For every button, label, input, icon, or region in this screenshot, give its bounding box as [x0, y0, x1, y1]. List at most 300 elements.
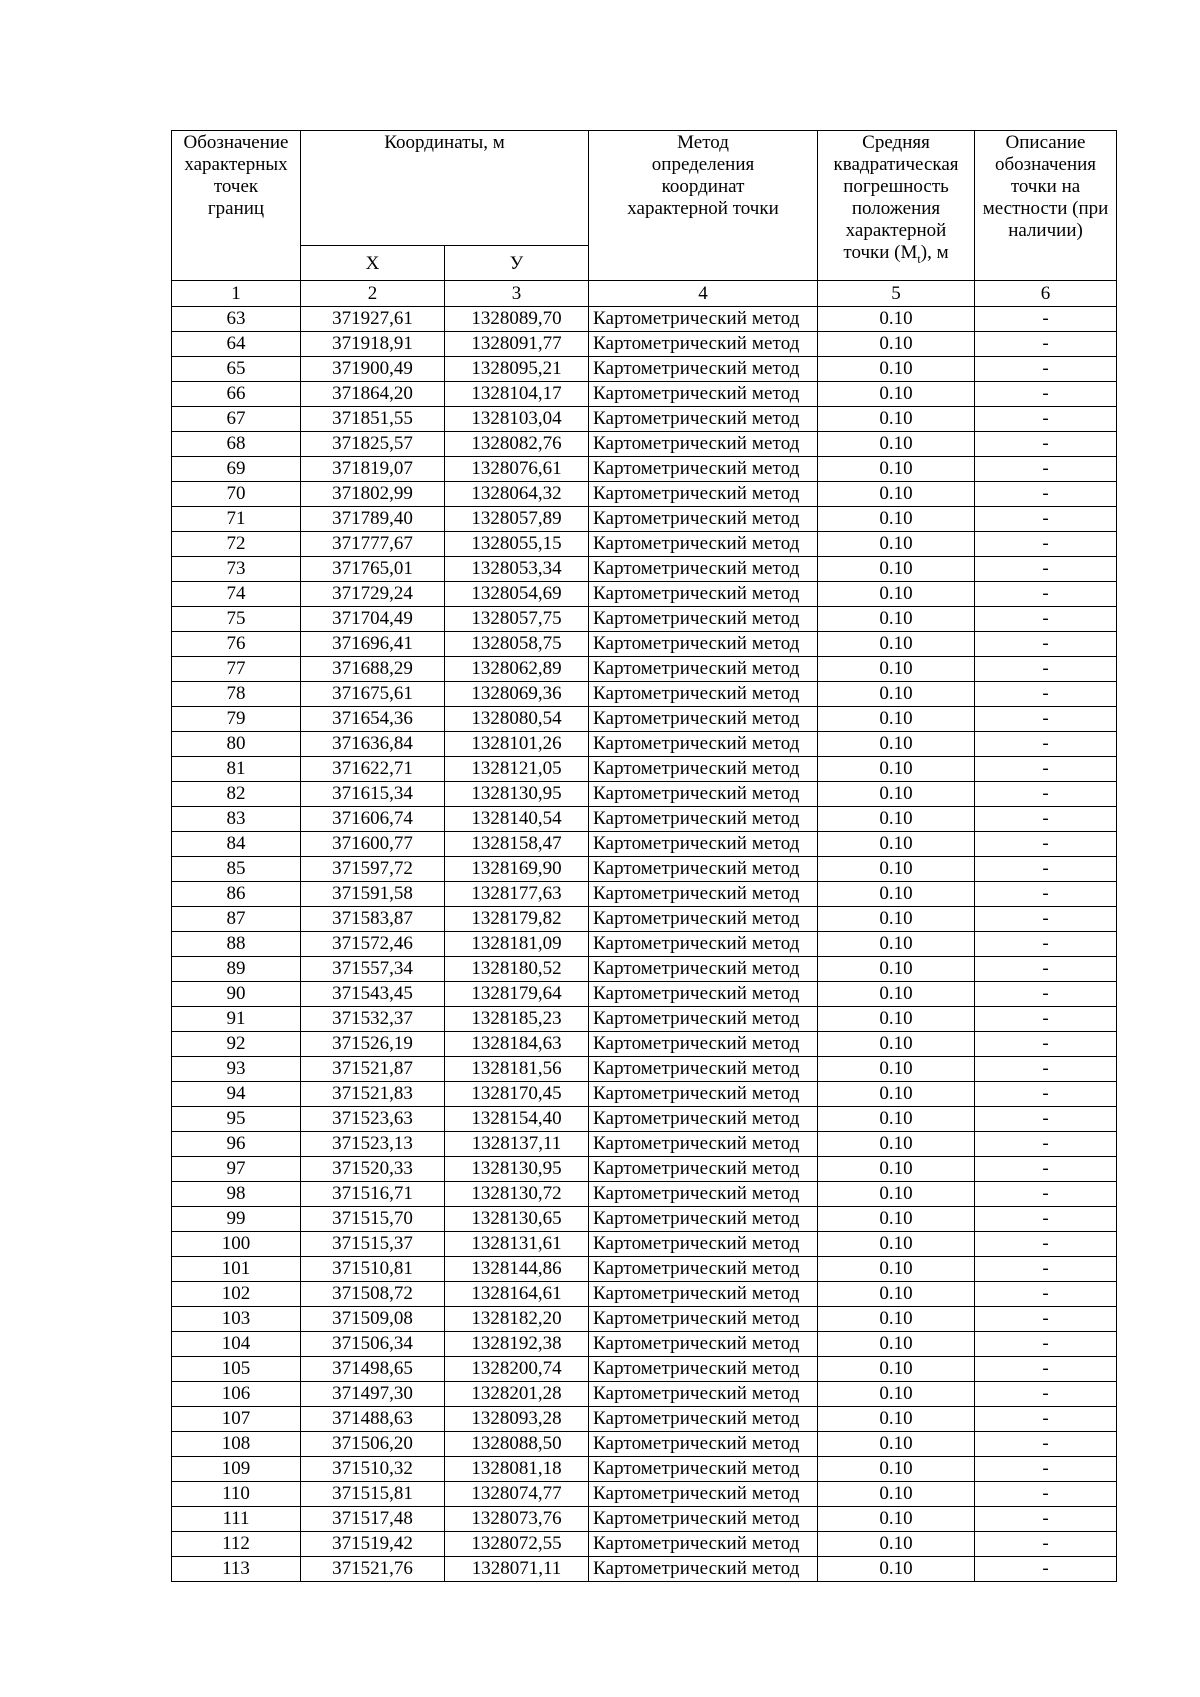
cell-y: 1328054,69 — [445, 582, 589, 607]
cell-description: - — [975, 1457, 1117, 1482]
cell-description: - — [975, 982, 1117, 1007]
cell-description: - — [975, 332, 1117, 357]
cell-description: - — [975, 1132, 1117, 1157]
table-row — [172, 1382, 1117, 1407]
cell-method: Картометрический метод — [589, 1057, 818, 1082]
cell-y: 1328192,38 — [445, 1332, 589, 1357]
cell-description: - — [975, 582, 1117, 607]
table-row — [172, 1457, 1117, 1482]
cell-point-number: 104 — [172, 1332, 301, 1357]
cell-error: 0.10 — [818, 1282, 975, 1307]
cell-error: 0.10 — [818, 757, 975, 782]
cell-description: - — [975, 457, 1117, 482]
cell-method: Картометрический метод — [589, 882, 818, 907]
table-row — [172, 507, 1117, 532]
cell-description: - — [975, 732, 1117, 757]
cell-point-number: 110 — [172, 1482, 301, 1507]
table-row — [172, 482, 1117, 507]
cell-point-number: 107 — [172, 1407, 301, 1432]
table-row — [172, 682, 1117, 707]
table-row — [172, 1532, 1117, 1557]
table-row — [172, 807, 1117, 832]
cell-error: 0.10 — [818, 1532, 975, 1557]
table-row — [172, 1232, 1117, 1257]
table-row — [172, 1282, 1117, 1307]
cell-description: - — [975, 1282, 1117, 1307]
cell-point-number: 80 — [172, 732, 301, 757]
cell-error: 0.10 — [818, 732, 975, 757]
cell-description: - — [975, 1557, 1117, 1582]
cell-error: 0.10 — [818, 332, 975, 357]
cell-y: 1328177,63 — [445, 882, 589, 907]
cell-error: 0.10 — [818, 1382, 975, 1407]
cell-x: 371515,70 — [301, 1207, 445, 1232]
cell-point-number: 76 — [172, 632, 301, 657]
column-number: 1 — [172, 281, 301, 307]
cell-y: 1328130,95 — [445, 1157, 589, 1182]
cell-method: Картометрический метод — [589, 1282, 818, 1307]
cell-error: 0.10 — [818, 1357, 975, 1382]
cell-point-number: 69 — [172, 457, 301, 482]
cell-point-number: 98 — [172, 1182, 301, 1207]
cell-method: Картометрический метод — [589, 432, 818, 457]
cell-point-number: 83 — [172, 807, 301, 832]
cell-point-number: 92 — [172, 1032, 301, 1057]
cell-method: Картометрический метод — [589, 357, 818, 382]
cell-description: - — [975, 1357, 1117, 1382]
cell-method: Картометрический метод — [589, 632, 818, 657]
table-row — [172, 1557, 1117, 1582]
cell-description: - — [975, 432, 1117, 457]
table-row — [172, 607, 1117, 632]
cell-y: 1328144,86 — [445, 1257, 589, 1282]
cell-y: 1328121,05 — [445, 757, 589, 782]
cell-error: 0.10 — [818, 857, 975, 882]
cell-y: 1328131,61 — [445, 1232, 589, 1257]
cell-method: Картометрический метод — [589, 1132, 818, 1157]
cell-y: 1328182,20 — [445, 1307, 589, 1332]
cell-point-number: 85 — [172, 857, 301, 882]
cell-point-number: 93 — [172, 1057, 301, 1082]
cell-point-number: 68 — [172, 432, 301, 457]
cell-y: 1328169,90 — [445, 857, 589, 882]
table-row — [172, 1407, 1117, 1432]
cell-error: 0.10 — [818, 882, 975, 907]
cell-description: - — [975, 907, 1117, 932]
cell-description: - — [975, 1382, 1117, 1407]
cell-point-number: 74 — [172, 582, 301, 607]
cell-description: - — [975, 532, 1117, 557]
cell-x: 371508,72 — [301, 1282, 445, 1307]
cell-error: 0.10 — [818, 607, 975, 632]
cell-x: 371918,91 — [301, 332, 445, 357]
cell-point-number: 73 — [172, 557, 301, 582]
cell-point-number: 65 — [172, 357, 301, 382]
cell-point-number: 112 — [172, 1532, 301, 1557]
cell-description: - — [975, 957, 1117, 982]
cell-description: - — [975, 782, 1117, 807]
cell-method: Картометрический метод — [589, 757, 818, 782]
cell-x: 371517,48 — [301, 1507, 445, 1532]
cell-method: Картометрический метод — [589, 1482, 818, 1507]
cell-method: Картометрический метод — [589, 457, 818, 482]
cell-method: Картометрический метод — [589, 407, 818, 432]
cell-error: 0.10 — [818, 1482, 975, 1507]
cell-point-number: 97 — [172, 1157, 301, 1182]
table-row — [172, 432, 1117, 457]
cell-point-number: 67 — [172, 407, 301, 432]
cell-method: Картометрический метод — [589, 932, 818, 957]
cell-point-number: 71 — [172, 507, 301, 532]
cell-y: 1328071,11 — [445, 1557, 589, 1582]
cell-error: 0.10 — [818, 782, 975, 807]
cell-error: 0.10 — [818, 1032, 975, 1057]
cell-y: 1328057,75 — [445, 607, 589, 632]
cell-point-number: 105 — [172, 1357, 301, 1382]
cell-description: - — [975, 1307, 1117, 1332]
cell-error: 0.10 — [818, 532, 975, 557]
cell-x: 371523,13 — [301, 1132, 445, 1157]
cell-error: 0.10 — [818, 482, 975, 507]
cell-method: Картометрический метод — [589, 1032, 818, 1057]
cell-x: 371506,20 — [301, 1432, 445, 1457]
cell-method: Картометрический метод — [589, 557, 818, 582]
header-coordinates: Координаты, м — [301, 131, 589, 246]
table-row — [172, 732, 1117, 757]
cell-y: 1328130,65 — [445, 1207, 589, 1232]
cell-method: Картометрический метод — [589, 1207, 818, 1232]
cell-x: 371622,71 — [301, 757, 445, 782]
cell-description: - — [975, 1157, 1117, 1182]
cell-x: 371523,63 — [301, 1107, 445, 1132]
cell-point-number: 94 — [172, 1082, 301, 1107]
cell-method: Картометрический метод — [589, 482, 818, 507]
table-row — [172, 632, 1117, 657]
table-row — [172, 982, 1117, 1007]
cell-error: 0.10 — [818, 1182, 975, 1207]
cell-y: 1328058,75 — [445, 632, 589, 657]
cell-method: Картометрический метод — [589, 657, 818, 682]
cell-description: - — [975, 1432, 1117, 1457]
cell-method: Картометрический метод — [589, 1507, 818, 1532]
cell-point-number: 70 — [172, 482, 301, 507]
table-row — [172, 832, 1117, 857]
cell-description: - — [975, 1532, 1117, 1557]
cell-error: 0.10 — [818, 657, 975, 682]
cell-x: 371510,81 — [301, 1257, 445, 1282]
cell-method: Картометрический метод — [589, 1532, 818, 1557]
table-row — [172, 1032, 1117, 1057]
cell-method: Картометрический метод — [589, 1332, 818, 1357]
cell-description: - — [975, 1257, 1117, 1282]
cell-description: - — [975, 657, 1117, 682]
cell-point-number: 90 — [172, 982, 301, 1007]
cell-y: 1328053,34 — [445, 557, 589, 582]
cell-error: 0.10 — [818, 832, 975, 857]
cell-description: - — [975, 482, 1117, 507]
cell-y: 1328130,72 — [445, 1182, 589, 1207]
cell-y: 1328101,26 — [445, 732, 589, 757]
table-row — [172, 1007, 1117, 1032]
cell-point-number: 77 — [172, 657, 301, 682]
cell-description: - — [975, 1507, 1117, 1532]
cell-x: 371521,76 — [301, 1557, 445, 1582]
cell-x: 371864,20 — [301, 382, 445, 407]
cell-point-number: 66 — [172, 382, 301, 407]
table-row — [172, 1257, 1117, 1282]
cell-method: Картометрический метод — [589, 732, 818, 757]
table-body — [172, 307, 1117, 1582]
cell-y: 1328076,61 — [445, 457, 589, 482]
table-row — [172, 1307, 1117, 1332]
table-row — [172, 1182, 1117, 1207]
cell-point-number: 100 — [172, 1232, 301, 1257]
table-row — [172, 582, 1117, 607]
cell-y: 1328081,18 — [445, 1457, 589, 1482]
table-row — [172, 932, 1117, 957]
cell-error: 0.10 — [818, 907, 975, 932]
table-row — [172, 332, 1117, 357]
cell-error: 0.10 — [818, 1332, 975, 1357]
cell-y: 1328181,56 — [445, 1057, 589, 1082]
cell-error: 0.10 — [818, 1157, 975, 1182]
table-row — [172, 1482, 1117, 1507]
cell-method: Картометрический метод — [589, 1232, 818, 1257]
cell-y: 1328130,95 — [445, 782, 589, 807]
cell-x: 371515,81 — [301, 1482, 445, 1507]
cell-y: 1328179,82 — [445, 907, 589, 932]
cell-error: 0.10 — [818, 1107, 975, 1132]
cell-point-number: 95 — [172, 1107, 301, 1132]
cell-description: - — [975, 607, 1117, 632]
cell-method: Картометрический метод — [589, 682, 818, 707]
table-row — [172, 857, 1117, 882]
cell-y: 1328179,64 — [445, 982, 589, 1007]
cell-description: - — [975, 632, 1117, 657]
cell-x: 371688,29 — [301, 657, 445, 682]
cell-error: 0.10 — [818, 1207, 975, 1232]
cell-y: 1328074,77 — [445, 1482, 589, 1507]
table-row — [172, 907, 1117, 932]
cell-y: 1328180,52 — [445, 957, 589, 982]
cell-error: 0.10 — [818, 1007, 975, 1032]
cell-method: Картометрический метод — [589, 807, 818, 832]
cell-x: 371526,19 — [301, 1032, 445, 1057]
cell-method: Картометрический метод — [589, 1407, 818, 1432]
cell-y: 1328091,77 — [445, 332, 589, 357]
table-row — [172, 1207, 1117, 1232]
cell-y: 1328057,89 — [445, 507, 589, 532]
cell-x: 371488,63 — [301, 1407, 445, 1432]
cell-x: 371927,61 — [301, 307, 445, 332]
cell-description: - — [975, 1207, 1117, 1232]
cell-x: 371636,84 — [301, 732, 445, 757]
cell-point-number: 103 — [172, 1307, 301, 1332]
cell-method: Картометрический метод — [589, 957, 818, 982]
cell-y: 1328095,21 — [445, 357, 589, 382]
cell-method: Картометрический метод — [589, 507, 818, 532]
cell-description: - — [975, 407, 1117, 432]
cell-y: 1328185,23 — [445, 1007, 589, 1032]
table-row — [172, 782, 1117, 807]
cell-x: 371615,34 — [301, 782, 445, 807]
table-row — [172, 357, 1117, 382]
cell-y: 1328093,28 — [445, 1407, 589, 1432]
cell-description: - — [975, 357, 1117, 382]
cell-point-number: 86 — [172, 882, 301, 907]
cell-description: - — [975, 1107, 1117, 1132]
table-row — [172, 1057, 1117, 1082]
cell-point-number: 106 — [172, 1382, 301, 1407]
cell-point-number: 72 — [172, 532, 301, 557]
cell-method: Картометрический метод — [589, 1557, 818, 1582]
table-row — [172, 1132, 1117, 1157]
cell-method: Картометрический метод — [589, 307, 818, 332]
cell-y: 1328080,54 — [445, 707, 589, 732]
cell-point-number: 96 — [172, 1132, 301, 1157]
cell-y: 1328088,50 — [445, 1432, 589, 1457]
table-row — [172, 1432, 1117, 1457]
cell-description: - — [975, 307, 1117, 332]
cell-error: 0.10 — [818, 1557, 975, 1582]
cell-description: - — [975, 1482, 1117, 1507]
cell-description: - — [975, 832, 1117, 857]
header-point-designation: Обозначение характерных точек границ — [172, 131, 301, 281]
cell-point-number: 87 — [172, 907, 301, 932]
cell-point-number: 64 — [172, 332, 301, 357]
column-number: 4 — [589, 281, 818, 307]
cell-y: 1328072,55 — [445, 1532, 589, 1557]
cell-method: Картометрический метод — [589, 607, 818, 632]
cell-method: Картометрический метод — [589, 582, 818, 607]
cell-y: 1328181,09 — [445, 932, 589, 957]
cell-y: 1328140,54 — [445, 807, 589, 832]
cell-x: 371600,77 — [301, 832, 445, 857]
cell-error: 0.10 — [818, 432, 975, 457]
cell-x: 371802,99 — [301, 482, 445, 507]
cell-x: 371543,45 — [301, 982, 445, 1007]
cell-y: 1328184,63 — [445, 1032, 589, 1057]
cell-x: 371520,33 — [301, 1157, 445, 1182]
cell-error: 0.10 — [818, 382, 975, 407]
cell-method: Картометрический метод — [589, 782, 818, 807]
cell-error: 0.10 — [818, 357, 975, 382]
cell-y: 1328103,04 — [445, 407, 589, 432]
table-row — [172, 957, 1117, 982]
cell-description: - — [975, 1232, 1117, 1257]
cell-error: 0.10 — [818, 1132, 975, 1157]
cell-y: 1328137,11 — [445, 1132, 589, 1157]
cell-x: 371851,55 — [301, 407, 445, 432]
cell-error: 0.10 — [818, 582, 975, 607]
cell-y: 1328089,70 — [445, 307, 589, 332]
cell-y: 1328062,89 — [445, 657, 589, 682]
cell-point-number: 75 — [172, 607, 301, 632]
cell-description: - — [975, 382, 1117, 407]
cell-point-number: 108 — [172, 1432, 301, 1457]
cell-x: 371519,42 — [301, 1532, 445, 1557]
cell-method: Картометрический метод — [589, 1382, 818, 1407]
header-mean-square-error: Средняя квадратическая погрешность положения характерной точки $(M_t)$, м — [818, 131, 975, 281]
cell-method: Картометрический метод — [589, 832, 818, 857]
coordinates-table — [171, 130, 1117, 1582]
cell-method: Картометрический метод — [589, 1082, 818, 1107]
cell-y: 1328170,45 — [445, 1082, 589, 1107]
header-description: Описание обозначения точки на местности (при наличии) — [975, 131, 1117, 281]
cell-x: 371789,40 — [301, 507, 445, 532]
cell-point-number: 99 — [172, 1207, 301, 1232]
cell-x: 371510,32 — [301, 1457, 445, 1482]
table-header — [172, 131, 1117, 307]
cell-method: Картометрический метод — [589, 707, 818, 732]
cell-point-number: 84 — [172, 832, 301, 857]
cell-error: 0.10 — [818, 957, 975, 982]
cell-description: - — [975, 1007, 1117, 1032]
cell-x: 371498,65 — [301, 1357, 445, 1382]
cell-point-number: 101 — [172, 1257, 301, 1282]
cell-description: - — [975, 707, 1117, 732]
cell-point-number: 89 — [172, 957, 301, 982]
cell-method: Картометрический метод — [589, 1007, 818, 1032]
column-numbers-row — [172, 281, 1117, 307]
cell-x: 371532,37 — [301, 1007, 445, 1032]
cell-error: 0.10 — [818, 1082, 975, 1107]
cell-description: - — [975, 757, 1117, 782]
table-row — [172, 1107, 1117, 1132]
cell-y: 1328064,32 — [445, 482, 589, 507]
cell-description: - — [975, 1332, 1117, 1357]
document-page — [171, 130, 1116, 1582]
cell-x: 371557,34 — [301, 957, 445, 982]
column-number: 5 — [818, 281, 975, 307]
cell-description: - — [975, 1082, 1117, 1107]
cell-description: - — [975, 807, 1117, 832]
table-row — [172, 307, 1117, 332]
cell-point-number: 91 — [172, 1007, 301, 1032]
cell-x: 371654,36 — [301, 707, 445, 732]
table-row — [172, 457, 1117, 482]
cell-y: 1328055,15 — [445, 532, 589, 557]
cell-description: - — [975, 1032, 1117, 1057]
cell-method: Картометрический метод — [589, 1182, 818, 1207]
table-row — [172, 1507, 1117, 1532]
table-row — [172, 882, 1117, 907]
table-row — [172, 757, 1117, 782]
cell-x: 371497,30 — [301, 1382, 445, 1407]
table-row — [172, 557, 1117, 582]
cell-description: - — [975, 1407, 1117, 1432]
cell-error: 0.10 — [818, 982, 975, 1007]
cell-method: Картометрический метод — [589, 1432, 818, 1457]
header-x: Х — [301, 246, 445, 281]
cell-point-number: 102 — [172, 1282, 301, 1307]
cell-error: 0.10 — [818, 1407, 975, 1432]
cell-error: 0.10 — [818, 557, 975, 582]
cell-y: 1328164,61 — [445, 1282, 589, 1307]
cell-x: 371704,49 — [301, 607, 445, 632]
cell-y: 1328069,36 — [445, 682, 589, 707]
cell-description: - — [975, 557, 1117, 582]
cell-x: 371591,58 — [301, 882, 445, 907]
column-number: 6 — [975, 281, 1117, 307]
cell-x: 371597,72 — [301, 857, 445, 882]
cell-error: 0.10 — [818, 507, 975, 532]
cell-x: 371572,46 — [301, 932, 445, 957]
cell-error: 0.10 — [818, 682, 975, 707]
cell-x: 371509,08 — [301, 1307, 445, 1332]
cell-method: Картометрический метод — [589, 982, 818, 1007]
header-y: У — [445, 246, 589, 281]
